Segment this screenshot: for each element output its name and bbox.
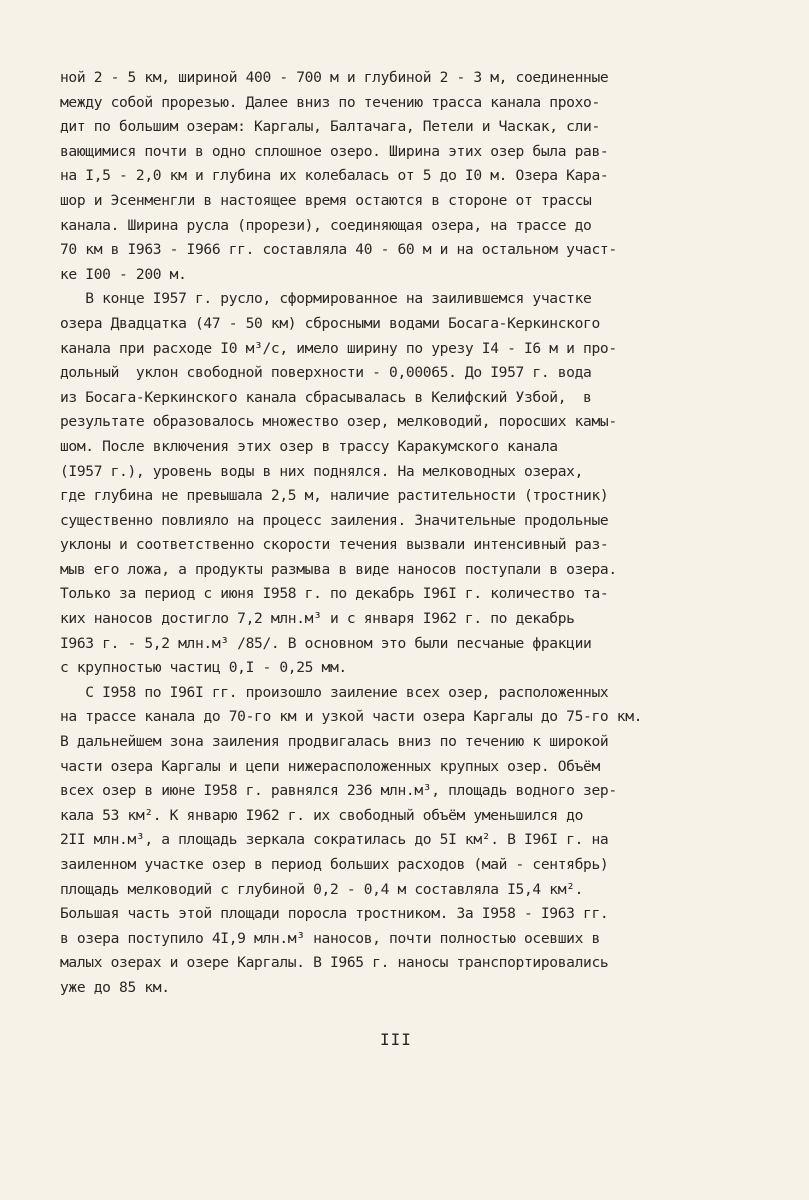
text-line: I963 г. - 5,2 млн.м³ /85/. В основном это были песчаные фракции [60, 634, 592, 652]
text-line: результате образовалось множество озер, мелководий, поросших камы- [60, 413, 617, 431]
text-line: С I958 по I96I гг. произошло заиление всех озер, расположенных [60, 683, 609, 701]
text-line: на I,5 - 2,0 км и глубина их колебалась от 5 до I0 м. Озера Кара- [60, 167, 609, 185]
text-line: кала 53 км². К январю I962 г. их свободный объём уменьшился до [60, 806, 584, 824]
text-line: уклоны и соответственно скорости течения вызвали интенсивный раз- [60, 536, 609, 554]
text-line: канала. Ширина русла (прорези), соединяющая озера, на трассе до [60, 216, 592, 234]
text-line: ке I00 - 200 м. [60, 265, 187, 283]
text-line: озера Двадцатка (47 - 50 км) сбросными водами Босага-Керкинского [60, 314, 600, 332]
page-number: III [380, 1030, 412, 1049]
text-line: заиленном участке озер в период больших расходов (май - сентябрь) [60, 856, 609, 873]
text-line: на трассе канала до 70-го км и узкой части озера Каргалы до 75-го км. [60, 708, 643, 726]
text-line: вающимися почти в одно сплошное озеро. Ширина этих озер была рав- [60, 142, 609, 160]
text-line: всех озер в июне I958 г. равнялся 236 млн.м³, площадь водного зер- [60, 782, 617, 800]
text-line: дит по большим озерам: Каргалы, Балтачага, Петели и Часкак, сли- [60, 118, 600, 136]
text-line: дольный уклон свободной поверхности - 0,00065. До I957 г. вода [60, 364, 592, 382]
text-line: уже до 85 км. [60, 978, 170, 996]
text-line: Только за период с июня I958 г. по декабрь I96I г. количество та- [60, 585, 609, 603]
text-line: 2II млн.м³, а площадь зеркала сократилась до 5I км². В I96I г. на [60, 831, 609, 849]
text-line: В конце I957 г. русло, сформированное на заилившемся участке [60, 290, 592, 308]
text-line: где глубина не превышала 2,5 м, наличие растительности (тростник) [60, 487, 609, 505]
text-line: из Босага-Керкинского канала сбрасывалась в Келифский Узбой, в [60, 388, 592, 406]
text-line: площадь мелководий с глубиной 0,2 - 0,4 м составляла I5,4 км². [60, 880, 584, 898]
text-line: шор и Эсенменгли в настоящее время остаются в стороне от трассы [60, 191, 592, 209]
body-text [60, 66, 760, 1001]
text-line: (I957 г.), уровень воды в них поднялся. На мелководных озерах, [60, 462, 584, 480]
text-line: мыв его ложа, а продукты размыва в виде наносов поступали в озера. [60, 560, 617, 578]
text-line: с крупностью частиц 0,I - 0,25 мм. [60, 659, 347, 677]
text-line: шом. После включения этих озер в трассу Каракумского канала [60, 437, 558, 455]
text-line: В дальнейшем зона заиления продвигалась вниз по течению к широкой [60, 733, 609, 751]
text-line: части озера Каргалы и цепи нижерасположенных крупных озер. Объём [60, 757, 600, 775]
text-line: между собой прорезью. Далее вниз по течению трасса канала прохо- [60, 93, 600, 111]
text-line: малых озерах и озере Каргалы. В I965 г. наносы транспортировались [60, 954, 609, 972]
text-line: канала при расходе I0 м³/с, имело ширину по урезу I4 - I6 м и про- [60, 339, 617, 357]
text-line: ной 2 - 5 км, шириной 400 - 700 м и глубиной 2 - 3 м, соединенные [60, 69, 609, 86]
text-line: ких наносов достигло 7,2 млн.м³ и с января I962 г. по декабрь [60, 610, 575, 628]
text-line: в озера поступило 4I,9 млн.м³ наносов, почти полностью осевших в [60, 929, 600, 947]
text-line: Большая часть этой площади поросла тростником. За I958 - I963 гг. [60, 905, 609, 923]
text-line: существенно повлияло на процесс заиления. Значительные продольные [60, 511, 609, 529]
text-line: 70 км в I963 - I966 гг. составляла 40 - 60 м и на остальном участ- [60, 241, 617, 259]
